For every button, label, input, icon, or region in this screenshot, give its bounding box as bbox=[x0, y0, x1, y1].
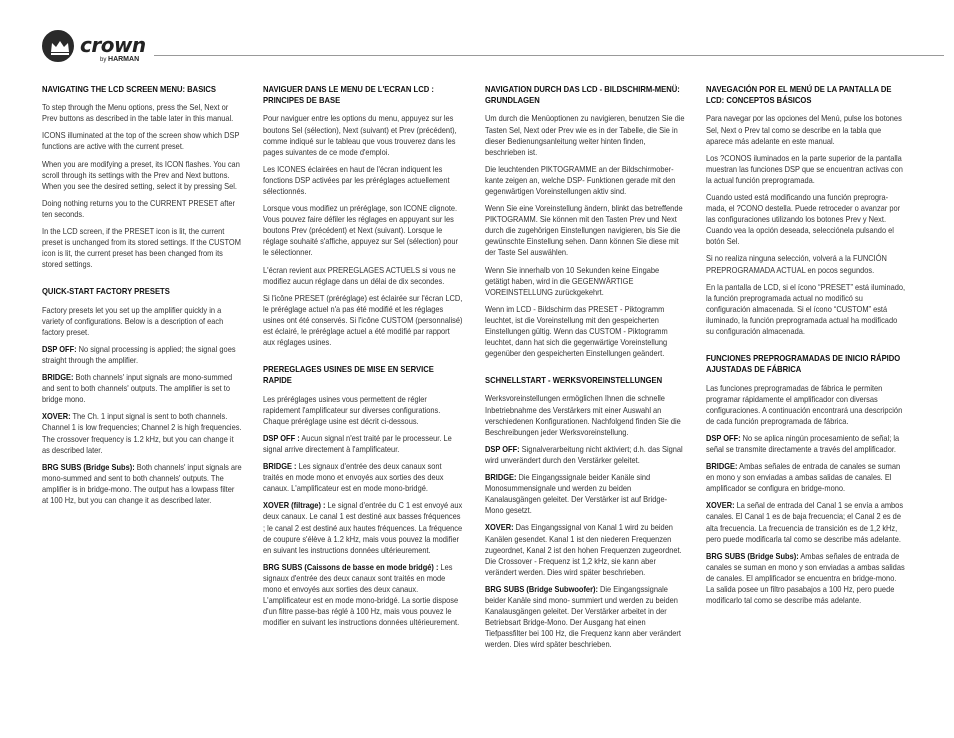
preset-dsp-off bbox=[263, 433, 463, 455]
preset-desc: Ambas señales de entrada de canales se suman en mono y son enviadas a ambas salidas de canales. El amplificador se encuentra en bridge-mono. La salida posee un filtro pasabajos a 100 Hz, pero puede modificarlo tal como se describe más adelante. bbox=[706, 551, 905, 606]
preset-bridge bbox=[485, 472, 685, 516]
preset-desc: Ambas señales de entrada de canales se suman en mono y son enviadas a ambas salidas de canales. El amplificador se configura en bridge-mono. bbox=[706, 462, 901, 494]
paragraph: Factory presets let you set up the amplifier quickly in a variety of configurations. Below is a description of each factory preset. bbox=[42, 305, 224, 337]
preset-label: DSP OFF: bbox=[706, 433, 741, 443]
paragraph: When you are modifying a preset, its ICON flashes. You can scroll through its settings with the Prev and Next buttons. When you see the desired setting, select it by pressing Sel. bbox=[42, 159, 240, 191]
preset-brg-subs bbox=[263, 562, 463, 629]
paragraph: In the LCD screen, if the PRESET icon is lit, the current preset is unchanged from its stored settings. If the CUSTOM icon is lit, the current preset has been changed from its stored settings. bbox=[42, 227, 241, 270]
heading-quick-start: FUNCIONES PREPROGRAMADAS DE INICIO RÁPIDO AJUSTADAS DE FÁBRICA bbox=[706, 353, 901, 375]
preset-xover bbox=[263, 500, 463, 555]
preset-desc: The Ch. 1 input signal is sent to both channels. Channel 1 is low frequencies; Channel 2 is high frequencies. The crossover frequency is 1.2 kHz, but you can change it as described later. bbox=[42, 412, 242, 455]
paragraph: To step through the Menu options, press the Sel, Next or Prev buttons as described in the table later in this manual. bbox=[42, 103, 234, 124]
paragraph: Wenn im LCD - Bildschirm das PRESET - Piktogramm leuchtet, ist die Voreinstellung mit den gespeicherten Einstellungen gültig. Wenn das CUSTOM - Piktogramm leuchtet, dann hat sich die gegenwärtige Voreinstellung gegenüber den gespeicherten Einstellungen geändert. bbox=[485, 304, 668, 359]
crown-icon bbox=[49, 38, 71, 56]
preset-desc: No se aplica ningún procesamiento de señal; la señal se transmite directamente a través del amplificador. bbox=[706, 433, 900, 454]
heading-navigating: NAVEGACIÓN POR EL MENÚ DE LA PANTALLA DE LCD: CONCEPTOS BÁSICOS bbox=[706, 84, 892, 106]
preset-label: XOVER: bbox=[485, 523, 514, 533]
heading-navigating: NAVIGATING THE LCD SCREEN MENU: BASICS bbox=[42, 84, 217, 94]
preset-brg-subs bbox=[42, 462, 242, 506]
paragraph: Doing nothing returns you to the CURRENT PRESET after ten seconds. bbox=[42, 198, 236, 219]
preset-xover bbox=[42, 411, 242, 455]
paragraph: Les ICONES éclairées en haut de l'écran indiquent les fonctions DSP activées par les préréglages actuellement sélectionnés. bbox=[263, 164, 450, 196]
preset-desc: Les signaux d'entrée des deux canaux sont traités en mode mono et envoyés aux sorties des deux canaux. L'amplificateur est en mode mono-bridgé. La sortie dispose d'un filtre passe-bas réglé à 100 Hz, mais vous pouvez le modifier en suivant les instructions données ultérieurement. bbox=[263, 562, 460, 628]
preset-dsp-off bbox=[42, 344, 242, 366]
heading-quick-start: PREREGLAGES USINES DE MISE EN SERVICE RAPIDE bbox=[263, 364, 434, 386]
column-french bbox=[263, 84, 463, 634]
preset-label: BRIDGE: bbox=[485, 473, 517, 483]
preset-desc: Aucun signal n'est traité par le processeur. Le signal arrive directement à l'amplificateur. bbox=[263, 433, 452, 454]
preset-label: DSP OFF : bbox=[263, 433, 300, 443]
paragraph: Si no realiza ninguna selección, volverá a la FUNCIÓN PREPROGRAMADA ACTUAL en pocos segundos. bbox=[706, 254, 887, 275]
paragraph: Werksvoreinstellungen ermöglichen Ihnen die schnelle Inbetriebnahme des Verstärkers mit einer Auswahl an verschiedenen Konfigurationen. Nachfolgend finden Sie die Beschreibungen jeder Werksvoreinstellung. bbox=[485, 394, 681, 437]
preset-label: BRIDGE: bbox=[42, 373, 74, 383]
preset-desc: Die Eingangssignale beider Kanäle sind mono- summiert und werden zu beiden Kanalausgängen geleitet. Der Verstärker arbeitet in der Betriebsart Bridge-Mono. Der Ausgang hat einen Tiefpassfilter bei 100 Hz, die Frequenz kann aber verändert werden. Dies wird später beschrieben. bbox=[485, 584, 681, 650]
column-german bbox=[485, 84, 685, 656]
preset-desc: Both channels' input signals are mono-summed and sent to both channels' outputs. The amplifier is set to bridge mono. bbox=[42, 373, 233, 405]
paragraph: Um durch die Menüoptionen zu navigieren, benutzen Sie die Tasten Sel, Next oder Prev wie es in der Tabelle, die Sie in dieser Bedienungsanleitung weiter hinten finden, beschrieben ist. bbox=[485, 114, 685, 157]
brand-sub-prefix: by bbox=[100, 57, 107, 63]
preset-desc: Signalverarbeitung nicht aktiviert; d.h. das Signal wird unverändert durch den Verstärker geleitet. bbox=[485, 444, 683, 465]
header-divider bbox=[154, 55, 944, 56]
paragraph: Las funciones preprogramadas de fábrica le permiten programar rápidamente el amplificador con diversas configuraciones. A continuación encontrará una descripción de cada función preprogramada de fábrica. bbox=[706, 383, 903, 426]
column-spanish bbox=[706, 84, 906, 612]
brand-wordmark: crown bbox=[80, 33, 146, 57]
preset-label: XOVER (filtrage) : bbox=[263, 501, 326, 511]
preset-xover bbox=[706, 500, 906, 544]
heading-quick-start: QUICK-START FACTORY PRESETS bbox=[42, 286, 170, 297]
preset-desc: Les signaux d'entrée des deux canaux sont traités en mode mono et envoyés aux sorties des deux canaux. L'amplificateur est en mode mono-bridgé. bbox=[263, 462, 444, 494]
preset-brg-subs bbox=[485, 584, 685, 651]
preset-label: BRG SUBS (Bridge Subs): bbox=[42, 462, 135, 472]
preset-dsp-off bbox=[706, 433, 906, 455]
paragraph: Wenn Sie innerhalb von 10 Sekunden keine Eingabe getätigt haben, wird in die GEGENWÄRTIGE VOREINSTELLUNG zurückgekehrt. bbox=[485, 265, 660, 297]
brand-sub bbox=[100, 56, 139, 63]
paragraph: Die leuchtenden PIKTOGRAMME an der Bildschirmober-kante zeigen an, welche DSP- Funktionen gerade mit den gegenwärtigen Voreinstellungen aktiv sind. bbox=[485, 164, 676, 196]
paragraph: Wenn Sie eine Voreinstellung ändern, blinkt das betreffende PIKTOGRAMM. Sie können mit den Tasten Prev und Next durch die zugehörigen Einstellungen navigieren, bis Sie die gewünschte Einstellung sehen. Dann können Sie diese mit der Taste Sel auswählen. bbox=[485, 204, 683, 258]
paragraph: Los ?CONOS iluminados en la parte superior de la pantalla muestran las funciones DSP que se encuentran activas con la actual función preprogramada. bbox=[706, 153, 903, 185]
preset-label: XOVER: bbox=[42, 412, 71, 422]
heading-quick-start: SCHNELLSTART - WERKSVOREINSTELLUNGEN bbox=[485, 375, 663, 386]
preset-desc: Both channels' input signals are mono-summed and sent to both channels' outputs. The amplifier is in bridge-mono. The output has a lowpass filter at 100 Hz, but you can change it as described later. bbox=[42, 462, 242, 506]
preset-xover bbox=[485, 522, 685, 577]
paragraph: Para navegar por las opciones del Menú, pulse los botones Sel, Next o Prev tal como se describe en la tabla que aparece más adelante en este manual. bbox=[706, 114, 902, 146]
preset-desc: Die Eingangssignale beider Kanäle sind Monosummensignale und werden zu beiden Kanalausgängen geleitet. Der Verstärker ist auf Bridge-Mono gesetzt. bbox=[485, 473, 668, 516]
preset-label: BRG SUBS (Caissons de basse en mode bridgé) : bbox=[263, 562, 439, 572]
preset-label: BRG SUBS (Bridge Subwoofer): bbox=[485, 584, 598, 594]
preset-desc: Das Eingangssignal von Kanal 1 wird zu beiden Kanälen gesendet. Kanal 1 ist den niederen Frequenzen zugeordnet, Kanal 2 ist den hohen Frequenzen zugeordnet. Die Crossover - Frequenz ist 1,2 kHz, sie kann aber verändert werden. Dies wird später beschrieben. bbox=[485, 523, 682, 577]
preset-bridge bbox=[263, 461, 463, 494]
page-header bbox=[42, 28, 942, 68]
paragraph: En la pantalla de LCD, si el ícono “PRESET” está iluminado, la función preprogramada actual no modificó su configuración almacenada. Si el ícono “CUSTOM” está iluminado, la función preprogramada actual ha modificado su configuración almacenada. bbox=[706, 282, 906, 336]
paragraph: ICONS illuminated at the top of the screen show which DSP functions are active with the current preset. bbox=[42, 131, 240, 152]
heading-navigating: NAVIGATION DURCH DAS LCD - BILDSCHIRM-MENÜ: GRUNDLAGEN bbox=[485, 84, 680, 106]
preset-label: BRIDGE : bbox=[263, 462, 297, 472]
brand-sub-name: HARMAN bbox=[108, 56, 140, 63]
preset-label: DSP OFF: bbox=[42, 344, 77, 354]
preset-desc: Le signal d'entrée du C 1 est envoyé aux deux canaux. Le canal 1 est destiné aux basses fréquences ; le canal 2 est destiné aux hautes fréquences. La fréquence de coupure s'élève à 1.2 kHz, mais vous pouvez la modifier en suivant les instructions données ultérieurement. bbox=[263, 501, 463, 555]
paragraph: Pour naviguer entre les options du menu, appuyez sur les boutons Sel (sélection), Next (suivant) et Prev (précédent), comme indiqué sur le tableau que vous trouverez dans les pages suivantes de ce mode d'emploi. bbox=[263, 114, 457, 157]
preset-desc: La señal de entrada del Canal 1 se envía a ambos canales. El Canal 1 es de baja frecuencia; el Canal 2 es de alta frecuencia. La frecuencia de transición es de 1,2 kHz, pero puede modificarla tal como se describe más adelante. bbox=[706, 501, 904, 544]
preset-bridge bbox=[42, 372, 242, 405]
paragraph: Les préréglages usines vous permettent de régler rapidement l'amplificateur sur diverses configurations. Chaque préréglage usine est décrit ci-dessous. bbox=[263, 394, 441, 426]
preset-label: XOVER: bbox=[706, 501, 735, 511]
preset-label: BRG SUBS (Bridge Subs): bbox=[706, 551, 799, 561]
preset-bridge bbox=[706, 461, 906, 494]
preset-dsp-off bbox=[485, 444, 685, 466]
crown-logo-badge bbox=[42, 30, 74, 62]
preset-label: DSP OFF: bbox=[485, 444, 520, 454]
preset-label: BRIDGE: bbox=[706, 462, 738, 472]
paragraph: Cuando usted está modificando una función preprogra-mada, el ?CONO destella. Puede retroceder o avanzar por las configuraciones utilizando los botones Prev y Next. Cuando vea la opción deseada, selecciónela pulsando el botón Sel. bbox=[706, 192, 901, 247]
preset-desc: No signal processing is applied; the signal goes straight through the amplifier. bbox=[42, 344, 236, 365]
paragraph: Si l'icône PRESET (préréglage) est éclairée sur l'écran LCD, le préréglage actuel n'a pas été modifié et les réglages usines ont été conservés. Si l'icône CUSTOM (personnalisé) est éclairé, le préréglage actuel a été modifié par rapport aux réglages usines. bbox=[263, 293, 463, 348]
column-english bbox=[42, 84, 242, 512]
paragraph: Lorsque vous modifiez un préréglage, son ICONE clignote. Vous pouvez faire défiler les réglages en appuyant sur les boutons Prev (précédent) et Next (suivant). Lorsque le réglage souhaité s'affiche, appuyez sur Sel (sélection) pour le sélectionner. bbox=[263, 204, 459, 258]
heading-navigating: NAVIGUER DANS LE MENU DE L'ECRAN LCD : PRINCIPES DE BASE bbox=[263, 84, 434, 106]
preset-brg-subs bbox=[706, 551, 906, 606]
paragraph: L'écran revient aux PREREGLAGES ACTUELS si vous ne modifiez aucun réglage dans un délai de dix secondes. bbox=[263, 265, 456, 286]
